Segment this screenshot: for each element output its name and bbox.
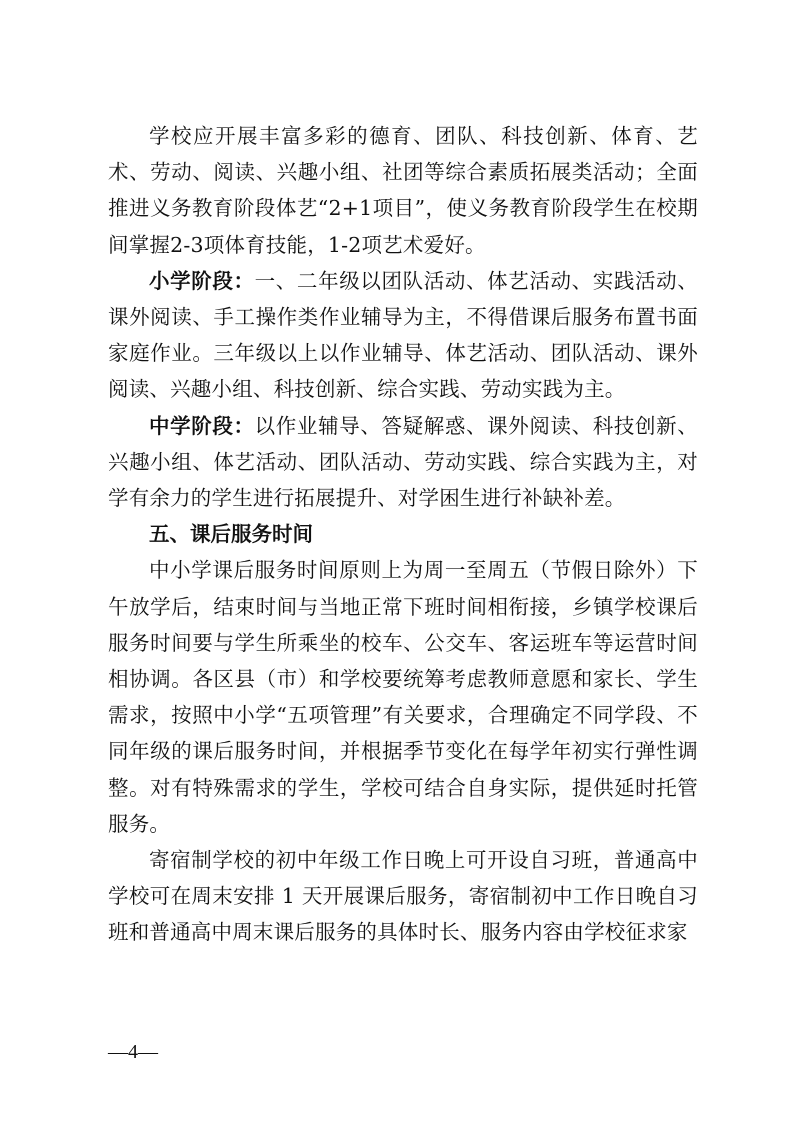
secondary-stage-text: 以作业辅导、答疑解惑、课外阅读、科技创新、兴趣小组、体艺活动、团队活动、劳动实践、综合实践为主，对学有余力的学生进行拓展提升、对学困生进行补缺补差。 [108, 413, 699, 511]
primary-stage-label: 小学阶段： [149, 268, 255, 293]
paragraph-activities-text: 学校应开展丰富多彩的德育、团队、科技创新、体育、艺术、劳动、阅读、兴趣小组、社团等综合素质拓展类活动；全面推进义务教育阶段体艺“2+1项目”，使义务教育阶段学生在校期间掌握2-3项体育技能，1-2项艺术爱好。 [108, 124, 698, 257]
primary-stage-text: 一、二年级以团队活动、体艺活动、实践活动、课外阅读、手工操作类作业辅导为主，不得借课后服务布置书面家庭作业。三年级以上以作业辅导、体艺活动、团队活动、课外阅读、兴趣小组、科技创新、综合实践、劳动实践为主。 [108, 268, 699, 402]
secondary-stage-label: 中学阶段： [149, 413, 255, 438]
paragraph-service-time [108, 552, 698, 842]
section-heading-service-time: 五、课后服务时间 [149, 522, 313, 547]
paragraph-primary-stage [108, 263, 698, 408]
paragraph-boarding-schools [108, 842, 698, 951]
page-number: —4— [108, 1041, 158, 1063]
paragraph-service-time-text: 中小学课后服务时间原则上为周一至周五（节假日除外）下午放学后，结束时间与当地正常下班时间相衔接，乡镇学校课后服务时间要与学生所乘坐的校车、公交车、客运班车等运营时间相协调。各区县（市）和学校要统筹考虑教师意愿和家长、学生需求，按照中小学“五项管理”有关要求，合理确定不同学段、不同年级的课后服务时间，并根据季节变化在每学年初实行弹性调整。对有特殊需求的学生，学校可结合自身实际，提供延时托管服务。 [108, 558, 698, 836]
paragraph-activities [108, 118, 698, 263]
document-body [108, 118, 698, 951]
paragraph-boarding-schools-text: 寄宿制学校的初中年级工作日晚上可开设自习班，普通高中学校可在周末安排 1 天开展课后服务，寄宿制初中工作日晚自习班和普通高中周末课后服务的具体时长、服务内容由学校征求家 [108, 848, 698, 945]
paragraph-secondary-stage [108, 408, 698, 517]
